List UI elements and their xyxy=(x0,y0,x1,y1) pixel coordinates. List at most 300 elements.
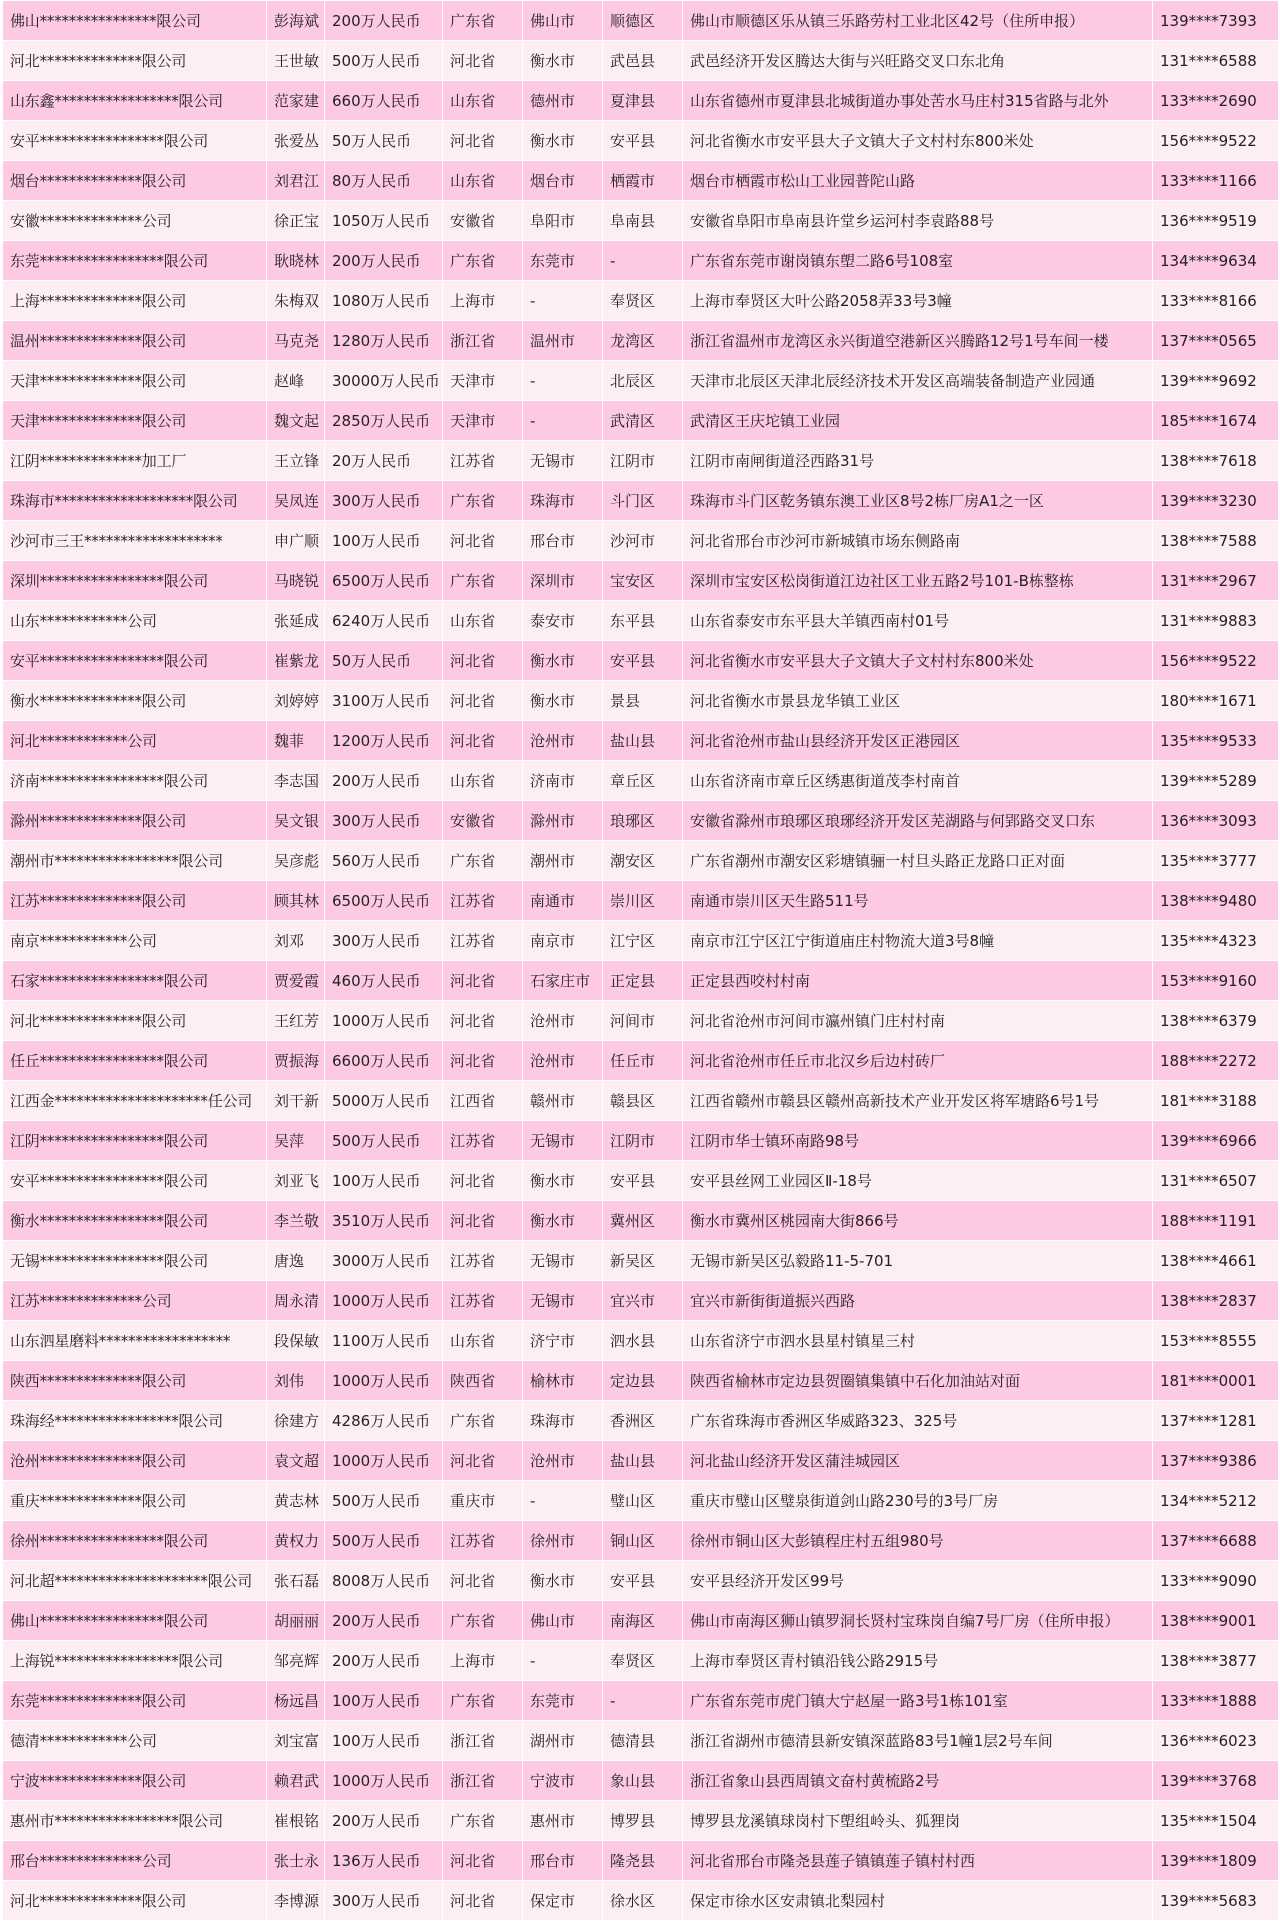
legal-person-cell: 张石磊 xyxy=(267,1561,325,1601)
district-cell: 盐山县 xyxy=(603,721,683,761)
legal-person-cell: 李志国 xyxy=(267,761,325,801)
district-cell: 定边县 xyxy=(603,1361,683,1401)
district-cell: 安平县 xyxy=(603,121,683,161)
company-name-cell: 衡水**************限公司 xyxy=(3,681,267,721)
legal-person-cell: 李博源 xyxy=(267,1881,325,1921)
province-cell: 上海市 xyxy=(443,281,523,321)
district-cell: 徐水区 xyxy=(603,1881,683,1921)
phone-cell: 135****3777 xyxy=(1153,841,1279,881)
province-cell: 河北省 xyxy=(443,641,523,681)
company-name-cell: 邢台**************公司 xyxy=(3,1841,267,1881)
table-row xyxy=(3,1321,1279,1361)
phone-cell: 153****9160 xyxy=(1153,961,1279,1001)
table-row xyxy=(3,121,1279,161)
table-row xyxy=(3,441,1279,481)
company-name-cell: 山东泗星磨料****************** xyxy=(3,1321,267,1361)
registered-capital-cell: 100万人民币 xyxy=(325,1721,443,1761)
legal-person-cell: 徐建方 xyxy=(267,1401,325,1441)
address-cell: 武邑经济开发区腾达大街与兴旺路交叉口东北角 xyxy=(683,41,1153,81)
company-name-cell: 天津**************限公司 xyxy=(3,401,267,441)
city-cell: 东莞市 xyxy=(523,241,603,281)
phone-cell: 181****3188 xyxy=(1153,1081,1279,1121)
city-cell: 邢台市 xyxy=(523,521,603,561)
address-cell: 广东省东莞市虎门镇大宁赵屋一路3号1栋101室 xyxy=(683,1681,1153,1721)
registered-capital-cell: 200万人民币 xyxy=(325,1,443,41)
company-name-cell: 河北**************限公司 xyxy=(3,41,267,81)
city-cell: 石家庄市 xyxy=(523,961,603,1001)
company-name-cell: 安徽**************公司 xyxy=(3,201,267,241)
legal-person-cell: 刘君江 xyxy=(267,161,325,201)
table-row xyxy=(3,921,1279,961)
company-name-cell: 安平*****************限公司 xyxy=(3,1161,267,1201)
address-cell: 江阴市南闸街道泾西路31号 xyxy=(683,441,1153,481)
registered-capital-cell: 1050万人民币 xyxy=(325,201,443,241)
legal-person-cell: 马晓锐 xyxy=(267,561,325,601)
legal-person-cell: 张士永 xyxy=(267,1841,325,1881)
table-row xyxy=(3,81,1279,121)
address-cell: 山东省济宁市泗水县星村镇星三村 xyxy=(683,1321,1153,1361)
address-cell: 安平县丝网工业园区Ⅱ-18号 xyxy=(683,1161,1153,1201)
phone-cell: 139****6966 xyxy=(1153,1121,1279,1161)
table-row xyxy=(3,761,1279,801)
table-row xyxy=(3,1081,1279,1121)
city-cell: 衡水市 xyxy=(523,641,603,681)
phone-cell: 136****6023 xyxy=(1153,1721,1279,1761)
company-name-cell: 天津**************限公司 xyxy=(3,361,267,401)
district-cell: 景县 xyxy=(603,681,683,721)
phone-cell: 139****1809 xyxy=(1153,1841,1279,1881)
province-cell: 广东省 xyxy=(443,841,523,881)
province-cell: 河北省 xyxy=(443,1881,523,1921)
district-cell: 阜南县 xyxy=(603,201,683,241)
legal-person-cell: 耿晓林 xyxy=(267,241,325,281)
registered-capital-cell: 50万人民币 xyxy=(325,121,443,161)
legal-person-cell: 唐逸 xyxy=(267,1241,325,1281)
province-cell: 江苏省 xyxy=(443,921,523,961)
city-cell: 潮州市 xyxy=(523,841,603,881)
phone-cell: 139****5683 xyxy=(1153,1881,1279,1921)
province-cell: 广东省 xyxy=(443,1,523,41)
registered-capital-cell: 1000万人民币 xyxy=(325,1761,443,1801)
company-name-cell: 宁波**************限公司 xyxy=(3,1761,267,1801)
table-row xyxy=(3,481,1279,521)
province-cell: 天津市 xyxy=(443,401,523,441)
district-cell: 崇川区 xyxy=(603,881,683,921)
registered-capital-cell: 1000万人民币 xyxy=(325,1441,443,1481)
table-row xyxy=(3,721,1279,761)
table-row xyxy=(3,201,1279,241)
phone-cell: 135****9533 xyxy=(1153,721,1279,761)
legal-person-cell: 王世敏 xyxy=(267,41,325,81)
city-cell: 徐州市 xyxy=(523,1521,603,1561)
address-cell: 河北省沧州市河间市瀛州镇门庄村村南 xyxy=(683,1001,1153,1041)
company-name-cell: 无锡*****************限公司 xyxy=(3,1241,267,1281)
address-cell: 河北省衡水市安平县大子文镇大子文村村东800米处 xyxy=(683,121,1153,161)
company-name-cell: 珠海经*****************限公司 xyxy=(3,1401,267,1441)
legal-person-cell: 彭海斌 xyxy=(267,1,325,41)
city-cell: 无锡市 xyxy=(523,1121,603,1161)
company-name-cell: 德清************公司 xyxy=(3,1721,267,1761)
city-cell: 沧州市 xyxy=(523,721,603,761)
address-cell: 河北省邢台市隆尧县莲子镇镇莲子镇村村西 xyxy=(683,1841,1153,1881)
registered-capital-cell: 500万人民币 xyxy=(325,41,443,81)
city-cell: 无锡市 xyxy=(523,1281,603,1321)
registered-capital-cell: 1000万人民币 xyxy=(325,1001,443,1041)
address-cell: 河北省沧州市任丘市北汉乡后边村砖厂 xyxy=(683,1041,1153,1081)
phone-cell: 138****9480 xyxy=(1153,881,1279,921)
table-row xyxy=(3,1561,1279,1601)
legal-person-cell: 马克尧 xyxy=(267,321,325,361)
registered-capital-cell: 1000万人民币 xyxy=(325,1281,443,1321)
province-cell: 河北省 xyxy=(443,681,523,721)
district-cell: 璧山区 xyxy=(603,1481,683,1521)
district-cell: 东平县 xyxy=(603,601,683,641)
province-cell: 广东省 xyxy=(443,241,523,281)
address-cell: 江阴市华士镇环南路98号 xyxy=(683,1121,1153,1161)
province-cell: 广东省 xyxy=(443,1401,523,1441)
company-name-cell: 江苏**************公司 xyxy=(3,1281,267,1321)
city-cell: 衡水市 xyxy=(523,1561,603,1601)
province-cell: 河北省 xyxy=(443,1441,523,1481)
district-cell: 夏津县 xyxy=(603,81,683,121)
city-cell: 滁州市 xyxy=(523,801,603,841)
district-cell: 章丘区 xyxy=(603,761,683,801)
district-cell: 安平县 xyxy=(603,641,683,681)
phone-cell: 137****9386 xyxy=(1153,1441,1279,1481)
registered-capital-cell: 80万人民币 xyxy=(325,161,443,201)
registered-capital-cell: 3100万人民币 xyxy=(325,681,443,721)
table-row xyxy=(3,801,1279,841)
phone-cell: 156****9522 xyxy=(1153,121,1279,161)
legal-person-cell: 崔紫龙 xyxy=(267,641,325,681)
district-cell: 新吴区 xyxy=(603,1241,683,1281)
company-name-cell: 任丘*****************限公司 xyxy=(3,1041,267,1081)
legal-person-cell: 崔根铭 xyxy=(267,1801,325,1841)
city-cell: - xyxy=(523,1481,603,1521)
city-cell: 济南市 xyxy=(523,761,603,801)
company-name-cell: 上海**************限公司 xyxy=(3,281,267,321)
legal-person-cell: 段保敏 xyxy=(267,1321,325,1361)
phone-cell: 131****6507 xyxy=(1153,1161,1279,1201)
phone-cell: 138****9001 xyxy=(1153,1601,1279,1641)
city-cell: 衡水市 xyxy=(523,121,603,161)
legal-person-cell: 王立锋 xyxy=(267,441,325,481)
phone-cell: 188****1191 xyxy=(1153,1201,1279,1241)
phone-cell: 135****4323 xyxy=(1153,921,1279,961)
legal-person-cell: 李兰敬 xyxy=(267,1201,325,1241)
table-row xyxy=(3,1881,1279,1921)
city-cell: 沧州市 xyxy=(523,1001,603,1041)
province-cell: 浙江省 xyxy=(443,321,523,361)
legal-person-cell: 黄权力 xyxy=(267,1521,325,1561)
legal-person-cell: 徐正宝 xyxy=(267,201,325,241)
phone-cell: 137****0565 xyxy=(1153,321,1279,361)
province-cell: 江苏省 xyxy=(443,881,523,921)
company-name-cell: 济南*****************限公司 xyxy=(3,761,267,801)
phone-cell: 137****6688 xyxy=(1153,1521,1279,1561)
registered-capital-cell: 200万人民币 xyxy=(325,241,443,281)
registered-capital-cell: 8008万人民币 xyxy=(325,1561,443,1601)
district-cell: 龙湾区 xyxy=(603,321,683,361)
province-cell: 河北省 xyxy=(443,961,523,1001)
registered-capital-cell: 6240万人民币 xyxy=(325,601,443,641)
district-cell: 奉贤区 xyxy=(603,1641,683,1681)
district-cell: 栖霞市 xyxy=(603,161,683,201)
city-cell: 榆林市 xyxy=(523,1361,603,1401)
province-cell: 江西省 xyxy=(443,1081,523,1121)
city-cell: - xyxy=(523,281,603,321)
legal-person-cell: 吴文银 xyxy=(267,801,325,841)
phone-cell: 133****2690 xyxy=(1153,81,1279,121)
address-cell: 保定市徐水区安肃镇北梨园村 xyxy=(683,1881,1153,1921)
city-cell: 德州市 xyxy=(523,81,603,121)
registered-capital-cell: 200万人民币 xyxy=(325,761,443,801)
city-cell: 阜阳市 xyxy=(523,201,603,241)
province-cell: 广东省 xyxy=(443,1801,523,1841)
phone-cell: 138****7618 xyxy=(1153,441,1279,481)
city-cell: 宁波市 xyxy=(523,1761,603,1801)
province-cell: 浙江省 xyxy=(443,1721,523,1761)
province-cell: 河北省 xyxy=(443,521,523,561)
phone-cell: 133****1888 xyxy=(1153,1681,1279,1721)
address-cell: 重庆市璧山区璧泉街道剑山路230号的3号厂房 xyxy=(683,1481,1153,1521)
city-cell: 南通市 xyxy=(523,881,603,921)
address-cell: 山东省德州市夏津县北城街道办事处苦水马庄村315省路与北外 xyxy=(683,81,1153,121)
legal-person-cell: 刘伟 xyxy=(267,1361,325,1401)
company-name-cell: 重庆**************限公司 xyxy=(3,1481,267,1521)
address-cell: 安平县经济开发区99号 xyxy=(683,1561,1153,1601)
table-row xyxy=(3,1641,1279,1681)
registered-capital-cell: 100万人民币 xyxy=(325,1161,443,1201)
address-cell: 南通市崇川区天生路511号 xyxy=(683,881,1153,921)
phone-cell: 138****4661 xyxy=(1153,1241,1279,1281)
province-cell: 河北省 xyxy=(443,121,523,161)
district-cell: 武清区 xyxy=(603,401,683,441)
legal-person-cell: 张延成 xyxy=(267,601,325,641)
province-cell: 江苏省 xyxy=(443,441,523,481)
company-name-cell: 河北超*********************限公司 xyxy=(3,1561,267,1601)
registered-capital-cell: 1100万人民币 xyxy=(325,1321,443,1361)
district-cell: 斗门区 xyxy=(603,481,683,521)
phone-cell: 139****3768 xyxy=(1153,1761,1279,1801)
phone-cell: 135****1504 xyxy=(1153,1801,1279,1841)
registered-capital-cell: 30000万人民币 xyxy=(325,361,443,401)
company-name-cell: 江苏**************限公司 xyxy=(3,881,267,921)
legal-person-cell: 刘邓 xyxy=(267,921,325,961)
city-cell: - xyxy=(523,1641,603,1681)
address-cell: 广东省潮州市潮安区彩塘镇骊一村旦头路正龙路口正对面 xyxy=(683,841,1153,881)
company-name-cell: 温州**************限公司 xyxy=(3,321,267,361)
province-cell: 河北省 xyxy=(443,1201,523,1241)
registered-capital-cell: 500万人民币 xyxy=(325,1481,443,1521)
table-row xyxy=(3,241,1279,281)
city-cell: 沧州市 xyxy=(523,1441,603,1481)
address-cell: 河北省衡水市景县龙华镇工业区 xyxy=(683,681,1153,721)
address-cell: 河北盐山经济开发区蒲洼城园区 xyxy=(683,1441,1153,1481)
phone-cell: 133****8166 xyxy=(1153,281,1279,321)
legal-person-cell: 贾爱霞 xyxy=(267,961,325,1001)
city-cell: 惠州市 xyxy=(523,1801,603,1841)
district-cell: 铜山区 xyxy=(603,1521,683,1561)
province-cell: 安徽省 xyxy=(443,201,523,241)
registered-capital-cell: 200万人民币 xyxy=(325,1641,443,1681)
company-name-cell: 东莞**************限公司 xyxy=(3,1681,267,1721)
company-name-cell: 安平*****************限公司 xyxy=(3,641,267,681)
registered-capital-cell: 3510万人民币 xyxy=(325,1201,443,1241)
phone-cell: 133****9090 xyxy=(1153,1561,1279,1601)
district-cell: 德清县 xyxy=(603,1721,683,1761)
company-name-cell: 江西金*********************任公司 xyxy=(3,1081,267,1121)
legal-person-cell: 周永清 xyxy=(267,1281,325,1321)
table-row xyxy=(3,1521,1279,1561)
legal-person-cell: 袁文超 xyxy=(267,1441,325,1481)
registered-capital-cell: 200万人民币 xyxy=(325,1801,443,1841)
table-row xyxy=(3,1761,1279,1801)
phone-cell: 138****7588 xyxy=(1153,521,1279,561)
legal-person-cell: 赵峰 xyxy=(267,361,325,401)
legal-person-cell: 刘亚飞 xyxy=(267,1161,325,1201)
table-row xyxy=(3,361,1279,401)
province-cell: 河北省 xyxy=(443,1841,523,1881)
city-cell: 济宁市 xyxy=(523,1321,603,1361)
address-cell: 佛山市南海区狮山镇罗洞长贤村宝珠岗自编7号厂房（住所申报） xyxy=(683,1601,1153,1641)
district-cell: 象山县 xyxy=(603,1761,683,1801)
legal-person-cell: 赖君武 xyxy=(267,1761,325,1801)
phone-cell: 139****7393 xyxy=(1153,1,1279,41)
table-row xyxy=(3,1241,1279,1281)
phone-cell: 131****9883 xyxy=(1153,601,1279,641)
city-cell: 烟台市 xyxy=(523,161,603,201)
legal-person-cell: 顾其林 xyxy=(267,881,325,921)
address-cell: 深圳市宝安区松岗街道江边社区工业五路2号101-B栋整栋 xyxy=(683,561,1153,601)
table-row xyxy=(3,1121,1279,1161)
table-row xyxy=(3,561,1279,601)
phone-cell: 136****3093 xyxy=(1153,801,1279,841)
table-row xyxy=(3,881,1279,921)
province-cell: 河北省 xyxy=(443,1161,523,1201)
phone-cell: 153****8555 xyxy=(1153,1321,1279,1361)
phone-cell: 138****3877 xyxy=(1153,1641,1279,1681)
province-cell: 江苏省 xyxy=(443,1121,523,1161)
address-cell: 河北省沧州市盐山县经济开发区正港园区 xyxy=(683,721,1153,761)
address-cell: 广东省珠海市香洲区华威路323、325号 xyxy=(683,1401,1153,1441)
table-row xyxy=(3,1801,1279,1841)
district-cell: 香洲区 xyxy=(603,1401,683,1441)
phone-cell: 138****6379 xyxy=(1153,1001,1279,1041)
table-row xyxy=(3,841,1279,881)
city-cell: - xyxy=(523,401,603,441)
district-cell: 南海区 xyxy=(603,1601,683,1641)
company-name-cell: 河北**************限公司 xyxy=(3,1881,267,1921)
legal-person-cell: 申广顺 xyxy=(267,521,325,561)
province-cell: 江苏省 xyxy=(443,1281,523,1321)
company-name-cell: 安平*****************限公司 xyxy=(3,121,267,161)
phone-cell: 136****9519 xyxy=(1153,201,1279,241)
district-cell: 奉贤区 xyxy=(603,281,683,321)
address-cell: 天津市北辰区天津北辰经济技术开发区高端装备制造产业园通 xyxy=(683,361,1153,401)
province-cell: 山东省 xyxy=(443,761,523,801)
table-row xyxy=(3,41,1279,81)
province-cell: 江苏省 xyxy=(443,1241,523,1281)
address-cell: 博罗县龙溪镇球岗村下塱组岭头、狐狸岗 xyxy=(683,1801,1153,1841)
address-cell: 无锡市新吴区弘毅路11-5-701 xyxy=(683,1241,1153,1281)
company-name-cell: 珠海市*******************限公司 xyxy=(3,481,267,521)
company-name-cell: 烟台**************限公司 xyxy=(3,161,267,201)
registered-capital-cell: 1280万人民币 xyxy=(325,321,443,361)
table-row xyxy=(3,1681,1279,1721)
district-cell: 河间市 xyxy=(603,1001,683,1041)
table-row xyxy=(3,1281,1279,1321)
address-cell: 徐州市铜山区大彭镇程庄村五组980号 xyxy=(683,1521,1153,1561)
registered-capital-cell: 1200万人民币 xyxy=(325,721,443,761)
city-cell: 深圳市 xyxy=(523,561,603,601)
table-row xyxy=(3,401,1279,441)
legal-person-cell: 刘宝富 xyxy=(267,1721,325,1761)
registered-capital-cell: 2850万人民币 xyxy=(325,401,443,441)
address-cell: 正定县西咬村村南 xyxy=(683,961,1153,1001)
company-name-cell: 河北************公司 xyxy=(3,721,267,761)
table-row xyxy=(3,281,1279,321)
table-row xyxy=(3,1001,1279,1041)
company-name-cell: 上海锐*****************限公司 xyxy=(3,1641,267,1681)
phone-cell: 181****0001 xyxy=(1153,1361,1279,1401)
district-cell: 北辰区 xyxy=(603,361,683,401)
district-cell: 安平县 xyxy=(603,1561,683,1601)
province-cell: 江苏省 xyxy=(443,1521,523,1561)
company-name-cell: 衡水*****************限公司 xyxy=(3,1201,267,1241)
registered-capital-cell: 100万人民币 xyxy=(325,1681,443,1721)
legal-person-cell: 张爱丛 xyxy=(267,121,325,161)
table-row xyxy=(3,1041,1279,1081)
district-cell: 江宁区 xyxy=(603,921,683,961)
district-cell: 沙河市 xyxy=(603,521,683,561)
registered-capital-cell: 460万人民币 xyxy=(325,961,443,1001)
address-cell: 浙江省象山县西周镇文奋村黄梳路2号 xyxy=(683,1761,1153,1801)
district-cell: 江阴市 xyxy=(603,441,683,481)
district-cell: 赣县区 xyxy=(603,1081,683,1121)
address-cell: 浙江省温州市龙湾区永兴街道空港新区兴腾路12号1号车间一楼 xyxy=(683,321,1153,361)
district-cell: 武邑县 xyxy=(603,41,683,81)
company-name-cell: 东莞*****************限公司 xyxy=(3,241,267,281)
city-cell: 东莞市 xyxy=(523,1681,603,1721)
table-row xyxy=(3,1841,1279,1881)
city-cell: 衡水市 xyxy=(523,1201,603,1241)
address-cell: 安徽省阜阳市阜南县许堂乡运河村李袁路88号 xyxy=(683,201,1153,241)
registered-capital-cell: 660万人民币 xyxy=(325,81,443,121)
registered-capital-cell: 20万人民币 xyxy=(325,441,443,481)
province-cell: 广东省 xyxy=(443,1601,523,1641)
registered-capital-cell: 136万人民币 xyxy=(325,1841,443,1881)
company-name-cell: 滁州**************限公司 xyxy=(3,801,267,841)
district-cell: 顺德区 xyxy=(603,1,683,41)
city-cell: 赣州市 xyxy=(523,1081,603,1121)
address-cell: 陕西省榆林市定边县贺圈镇集镇中石化加油站对面 xyxy=(683,1361,1153,1401)
province-cell: 上海市 xyxy=(443,1641,523,1681)
address-cell: 宜兴市新街街道振兴西路 xyxy=(683,1281,1153,1321)
company-name-cell: 山东鑫*****************限公司 xyxy=(3,81,267,121)
company-name-cell: 潮州市*****************限公司 xyxy=(3,841,267,881)
legal-person-cell: 吴凤连 xyxy=(267,481,325,521)
district-cell: - xyxy=(603,241,683,281)
city-cell: 佛山市 xyxy=(523,1601,603,1641)
address-cell: 山东省泰安市东平县大羊镇西南村01号 xyxy=(683,601,1153,641)
province-cell: 广东省 xyxy=(443,481,523,521)
phone-cell: 139****9692 xyxy=(1153,361,1279,401)
address-cell: 衡水市冀州区桃园南大街866号 xyxy=(683,1201,1153,1241)
phone-cell: 180****1671 xyxy=(1153,681,1279,721)
registered-capital-cell: 6600万人民币 xyxy=(325,1041,443,1081)
district-cell: 潮安区 xyxy=(603,841,683,881)
